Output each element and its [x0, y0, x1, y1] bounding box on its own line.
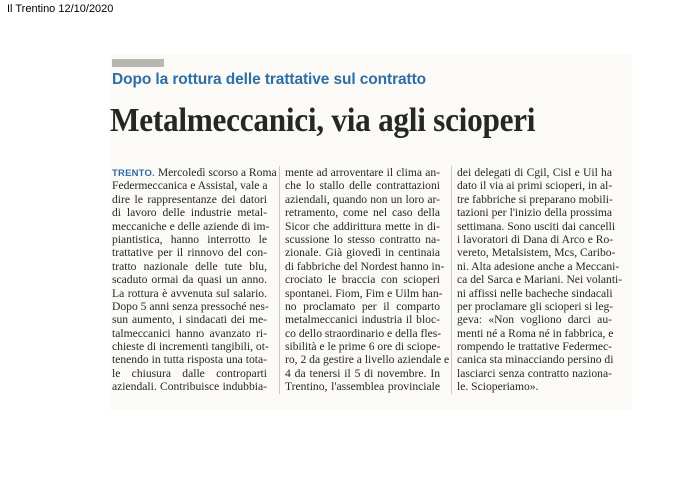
article-text-line: i lavoratori di Dana di Arco e Ro-	[457, 232, 614, 246]
article-column-1	[112, 166, 277, 394]
article-text-line: aziendali, quando non un loro ar-	[285, 192, 440, 206]
article-text-line: metalmeccanici industria il bloc-	[285, 313, 440, 327]
article-text-line: settimana. Sono usciti dai cancelli	[457, 219, 616, 233]
article-text-line: no proclamato per il comparto	[285, 299, 440, 313]
article-text-line: per proclamare gli scioperi si leg-	[457, 299, 614, 313]
article-text-line: talmeccanici hanno avanzato ri-	[112, 326, 267, 340]
article-text-line: menti né a Roma né in fabbrica, e	[457, 326, 614, 340]
article-text-line: spontanei. Fiom, Fim e Uilm han-	[285, 286, 443, 300]
article-text-line: meccaniche e delle aziende di im-	[112, 219, 270, 233]
article-column-3	[457, 166, 623, 394]
article-text-line: piantistica, hanno interrotto le	[112, 232, 267, 246]
article-text-line: tre fabbriche si preparano mobili-	[457, 192, 613, 206]
article-text-line: sun aumento, i sindacati dei me-	[112, 313, 267, 327]
article-text-line: chieste di incrementi tangibili, ot-	[112, 340, 269, 354]
article-text-line: La rottura è avvenuta sul salario.	[112, 286, 267, 300]
article-text-line: co dello straordinario e della fles-	[285, 326, 442, 340]
article-text-line: retramento, come nel caso della	[285, 206, 440, 220]
column-divider	[451, 166, 452, 394]
article-text-line: rompendo le trattative Federmec-	[457, 340, 612, 354]
article-text-line: ro, 2 da gestire a livello aziendale e	[285, 353, 450, 367]
article-column-2	[285, 166, 450, 394]
article-text-line: Sicor che addirittura mette in di-	[285, 219, 440, 233]
article-kicker: Dopo la rottura delle trattative sul contratto	[112, 71, 427, 88]
article-text-line: 4 da tenersi il 5 di novembre. In	[285, 366, 440, 380]
article-text-line: geva: «Non vogliono darci au-	[457, 313, 612, 327]
article-text-line: le chiusura dalle controparti	[112, 366, 267, 380]
article-text-line: dire le rappresentanze dei datori	[112, 192, 267, 206]
article-text-line: scaduto ormai da quasi un anno.	[112, 273, 267, 287]
article-text-line: vereto, Metalsistem, Mcs, Caribo-	[457, 246, 616, 260]
article-text-line: canica sta minacciando persino di	[457, 353, 614, 367]
article-text-line: scussione lo stesso contratto na-	[285, 232, 440, 246]
article-text-line: tazioni per l'inizio della prossima	[457, 206, 612, 220]
article-text-line: lasciarci senza contratto naziona-	[457, 366, 612, 380]
article-text-line: zionale. Già giovedì in centinaia	[285, 246, 440, 260]
article-text-line: aziendali. Contribuisce indubbia-	[112, 380, 267, 394]
article-text-line: che lo stallo delle contrattazioni	[285, 179, 440, 193]
article-text-line: le. Scioperiamo».	[457, 380, 539, 394]
section-bar	[112, 59, 164, 67]
article-text-line: sibilità e le prime 6 ore di sciope-	[285, 340, 441, 354]
article-text-line	[112, 166, 277, 179]
article-text-line: di lavoro delle industrie metal-	[112, 206, 267, 220]
article-text-line: di fabbriche del Nordest hanno in-	[285, 259, 445, 273]
article-text-line: mente ad arroventare il clima an-	[285, 166, 440, 179]
article-text-line: dato il via ai primi scioperi, in al-	[457, 179, 613, 193]
article-text-line: tenendo in tutta risposta una tota-	[112, 353, 267, 367]
article-text-line: dei delegati di Cgil, Cisl e Uil ha	[457, 166, 612, 179]
article-text-line: Trentino, l'assemblea provinciale	[285, 380, 440, 394]
article-text-line: ni. Alta adesione anche a Meccani-	[457, 259, 620, 273]
column-divider	[279, 166, 280, 394]
article-text-line: Mercoledì scorso a Roma	[154, 166, 277, 179]
source-date-label: Il Trentino 12/10/2020	[7, 3, 114, 15]
article-headline: Metalmeccanici, via agli scioperi	[110, 102, 536, 139]
dateline: TRENTO.	[112, 168, 155, 179]
article-text-line: crociato le braccia con scioperi	[285, 273, 440, 287]
article-text-line: ca del Sarca e Mariani. Nei volanti-	[457, 273, 623, 287]
article-text-line: ni affissi nelle bacheche sindacali	[457, 286, 613, 300]
article-text-line: tratto nazionale delle tute blu,	[112, 259, 267, 273]
article-text-line: Federmeccanica e Assistal, vale a	[112, 179, 268, 193]
article-text-line: Dopo 5 anni senza pressoché nes-	[112, 299, 269, 313]
article-text-line: trattative per il rinnovo del con-	[112, 246, 267, 260]
